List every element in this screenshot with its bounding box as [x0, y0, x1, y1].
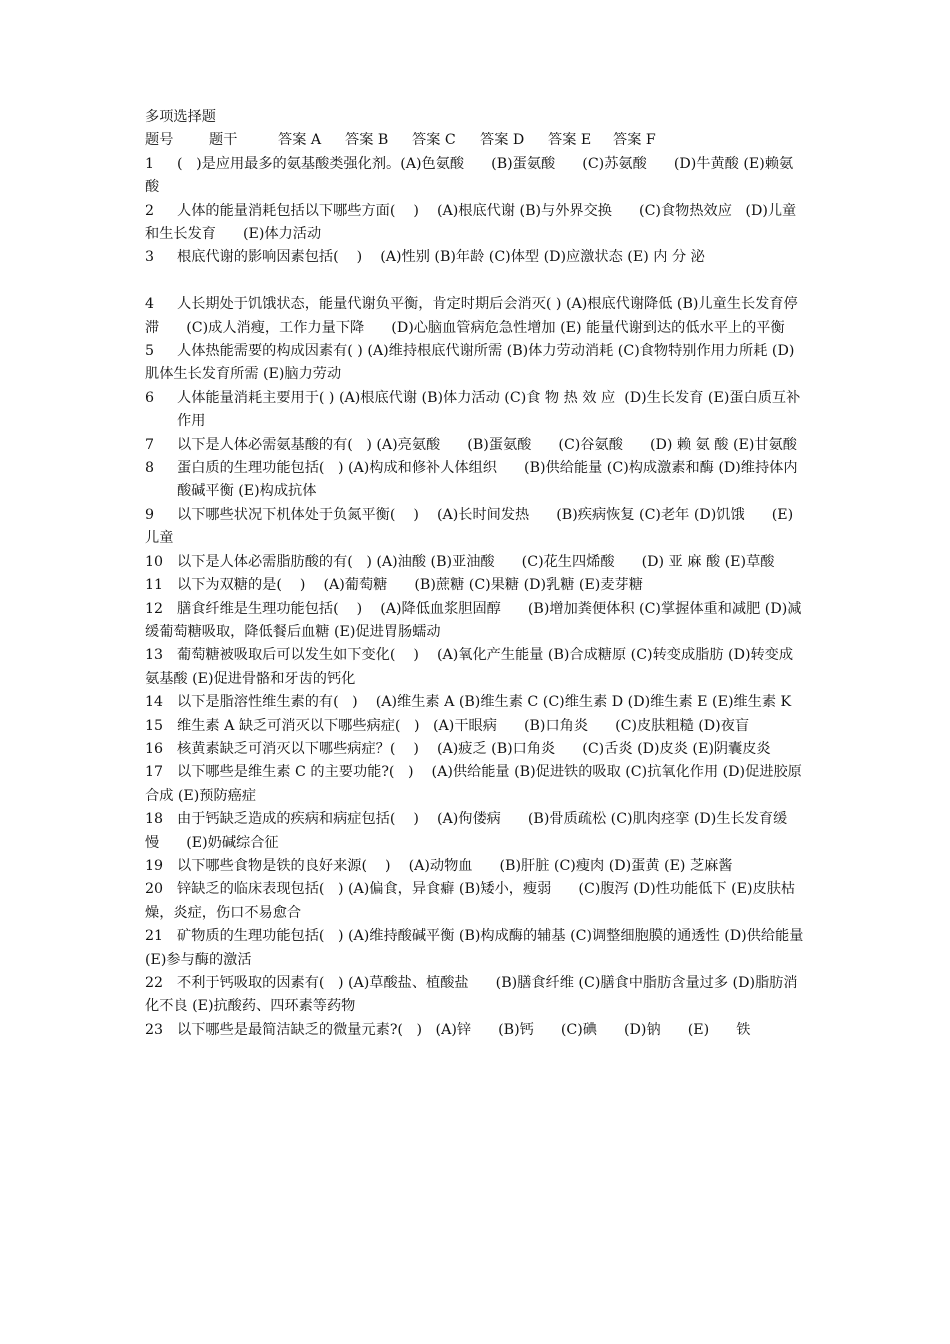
question-number: 9 [145, 506, 155, 523]
question-text: 蛋白质的生理功能包括( ) (A)构成和修补人体组织 (B)供给能量 (C)构成激素和酶 (D)维持体内酸碱平衡 (E)构成抗体 [177, 460, 798, 500]
question-item [145, 153, 807, 200]
question-number: 2 [145, 202, 155, 219]
header-answer-b: 答案 B [345, 132, 389, 149]
question-item [145, 340, 807, 387]
question-number: 6 [145, 389, 155, 406]
question-item [145, 598, 807, 645]
question-text: 葡萄糖被吸取后可以发生如下变化( ) (A)氧化产生能量 (B)合成糖原 (C)转变成脂肪 (D)转变成氨基酸 (E)促进骨骼和牙齿的钙化 [145, 647, 794, 687]
question-number: 23 [145, 1021, 164, 1038]
question-text: 不利于钙吸取的因素有( ) (A)草酸盐、植酸盐 (B)膳食纤维 (C)膳食中脂肪含量过多 (D)脂肪消化不良 (E)抗酸药、四环素等药物 [145, 975, 798, 1015]
question-text: 锌缺乏的临床表现包括( ) (A)偏食，异食癖 (B)矮小，瘦弱 (C)腹泻 (D)性功能低下 (E)皮肤枯燥，炎症，伤口不易愈合 [145, 881, 796, 921]
question-text: 以下是人体必需氨基酸的有( ) (A)亮氨酸 (B)蛋氨酸 (C)谷氨酸 (D) 赖 氨 酸 (E)甘氨酸 [177, 436, 797, 453]
question-text: 人体的能量消耗包括以下哪些方面( ) (A)根底代谢 (B)与外界交换 (C)食物热效应 (D)儿童和生长发育 (E)体力活动 [145, 202, 797, 243]
question-number: 3 [145, 249, 155, 266]
question-text: 以下哪些是维生素 C 的主要功能?( ) (A)供给能量 (B)促进铁的吸取 (C)抗氧化作用 (D)促进胶原合成 (E)预防癌症 [145, 764, 802, 804]
table-header-row [145, 129, 807, 152]
header-answer-f: 答案 F [613, 132, 656, 149]
question-text: 矿物质的生理功能包括( ) (A)维持酸碱平衡 (B)构成酶的辅基 (C)调整细胞膜的通透性 (D)供给能量 (E)参与酶的激活 [145, 928, 804, 968]
question-text: ( )是应用最多的氨基酸类强化剂。(A)色氨酸 (B)蛋氨酸 (C)苏氨酸 (D)牛黄酸 (E)赖氨酸 [145, 155, 794, 196]
question-list [145, 153, 807, 1042]
question-text: 以下是人体必需脂肪酸的有( ) (A)油酸 (B)亚油酸 (C)花生四烯酸 (D) 亚 麻 酸 (E)草酸 [177, 553, 775, 570]
question-item [145, 246, 807, 269]
question-number: 4 [145, 296, 155, 313]
document-title: 多项选择题 [145, 109, 216, 125]
question-number: 21 [145, 928, 164, 945]
question-text: 人体能量消耗主要用于( ) (A)根底代谢 (B)体力活动 (C)食 物 热 效 应 (D)生长发育 (E)蛋白质互补作用 [177, 389, 801, 430]
header-answer-c: 答案 C [412, 132, 456, 149]
question-item [145, 574, 807, 597]
question-text: 以下哪些是最简洁缺乏的微量元素?( ) (A)锌 (B)钙 (C)碘 (D)钠 (E) 铁 [177, 1021, 751, 1038]
question-number: 11 [145, 577, 164, 594]
question-text: 膳食纤维是生理功能包括( ) (A)降低血浆胆固醇 (B)增加粪便体积 (C)掌握体重和减肥 (D)减缓葡萄糖吸取，降低餐后血糖 (E)促进胃肠蠕动 [145, 600, 802, 640]
question-text: 以下为双糖的是( ) (A)葡萄糖 (B)蔗糖 (C)果糖 (D)乳糖 (E)麦芽糖 [177, 577, 643, 594]
question-text: 核黄素缺乏可消灭以下哪些病症？( ) (A)疲乏 (B)口角炎 (C)舌炎 (D)皮炎 (E)阴囊皮炎 [177, 740, 771, 757]
question-text: 人体热能需要的构成因素有( ) (A)维持根底代谢所需 (B)体力劳动消耗 (C)食物特别作用力所耗 (D)肌体生长发育所需 (E)脑力劳动 [145, 343, 795, 383]
question-number: 17 [145, 764, 164, 781]
question-item [145, 200, 807, 247]
question-number: 8 [145, 460, 155, 477]
question-number: 13 [145, 647, 164, 664]
question-item [145, 738, 807, 761]
question-number: 14 [145, 694, 164, 711]
question-number: 20 [145, 881, 164, 898]
question-item [145, 878, 807, 925]
question-number: 19 [145, 857, 164, 874]
header-answer-a: 答案 A [278, 132, 322, 149]
question-number: 12 [145, 600, 164, 617]
header-answer-d: 答案 D [480, 132, 525, 149]
question-item [145, 434, 807, 457]
question-number: 18 [145, 811, 164, 828]
question-item [145, 715, 807, 738]
header-stem: 题干 [209, 132, 238, 149]
question-item [145, 644, 807, 691]
question-text: 根底代谢的影响因素包括( ) (A)性别 (B)年龄 (C)体型 (D)应激状态 (E) 内 分 泌 [177, 249, 705, 266]
question-item [145, 761, 807, 808]
question-item [145, 387, 807, 434]
question-item [145, 551, 807, 574]
question-number: 16 [145, 740, 164, 757]
question-item [145, 808, 807, 855]
question-item [145, 925, 807, 972]
question-item [145, 504, 807, 551]
header-answer-e: 答案 E [548, 132, 592, 149]
question-text: 以下哪些食物是铁的良好来源( ) (A)动物血 (B)肝脏 (C)瘦肉 (D)蛋黄 (E) 芝麻酱 [177, 857, 733, 874]
header-number: 题号 [145, 132, 174, 149]
question-item [145, 293, 807, 340]
question-item [145, 457, 807, 504]
question-number: 5 [145, 343, 155, 360]
question-number: 10 [145, 553, 164, 570]
question-text: 维生素 A 缺乏可消灭以下哪些病症( ) (A)干眼病 (B)口角炎 (C)皮肤粗糙 (D)夜盲 [177, 717, 750, 734]
question-text: 以下是脂溶性维生素的有( ) (A)维生素 A (B)维生素 C (C)维生素 D (D)维生素 E (E)维生素 K [177, 694, 792, 711]
question-text: 以下哪些状况下机体处于负氮平衡( ) (A)长时间发热 (B)疾病恢复 (C)老年 (D)饥饿 (E)儿童 [145, 506, 794, 547]
question-text: 人长期处于饥饿状态，能量代谢负平衡，肯定时期后会消灭( ) (A)根底代谢降低 (B)儿童生长发育停滞 (C)成人消瘦，工作力量下降 (D)心脑血管病危急性增加 (E) 能量代谢到达的低水平上的平衡 [145, 296, 798, 336]
question-item [145, 972, 807, 1019]
question-number: 22 [145, 975, 164, 992]
document-page [145, 106, 807, 1042]
question-number: 7 [145, 436, 155, 453]
question-number: 15 [145, 717, 164, 734]
question-item [145, 1019, 807, 1042]
question-item [145, 855, 807, 878]
question-number: 1 [145, 155, 155, 172]
question-text: 由于钙缺乏造成的疾病和病症包括( ) (A)佝偻病 (B)骨质疏松 (C)肌肉痉挛 (D)生长发育缓慢 (E)奶碱综合征 [145, 811, 788, 851]
question-item [145, 691, 807, 714]
